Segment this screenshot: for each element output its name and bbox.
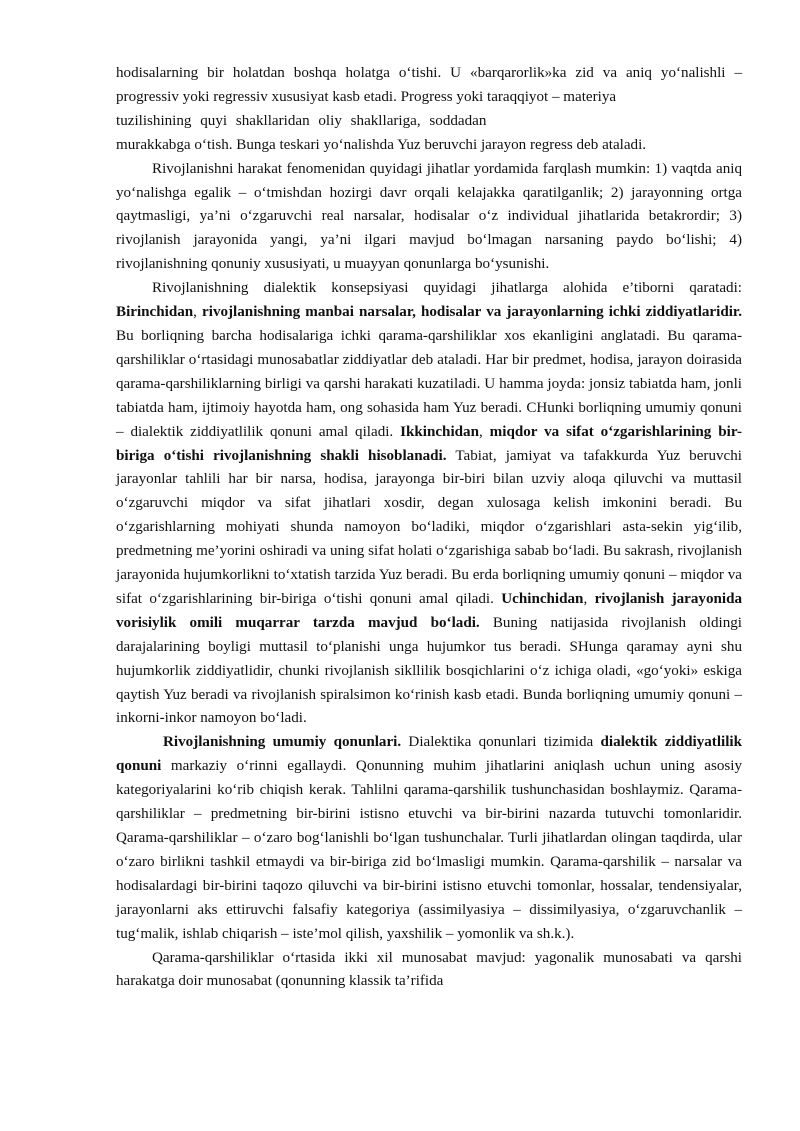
paragraph-4-text: markaziy o‘rinni egallaydi. Qonunning muhim jihatlarini aniqlash uchun uning asosiy kategoriyalarini ko‘rib chiqish kerak. Tahlilni qarama-qarshilik tushunchasidan boshlaymiz. Qarama-qarshiliklar – predmetning bir-birini istisno etuvchi va bir-birini nazarda tutuvchi tomonlaridir. Qarama-qarshiliklar – o‘zaro bog‘lanishli bo‘lgan tushunchalar. Turli jihatlardan olingan taqdirda, ular o‘zaro birlikni tashkil etmaydi va bir-biriga zid bo‘lmasligi mumkin. Qarama-qarshilik – narsalar va hodisalardagi bir-birini taqozo qiluvchi va bir-birini istisno etuvchi tomonlar, hossalar, tendensiyalar, jarayonlarni aks ettiruvchi falsafiy kategoriya (assimilyasiya – dissimilyasiya, o‘zgaruvchanlik – tug‘malik, ishlab chiqarish – iste’mol qilish, yaxshilik – yomonlik va sh.k.). — [116, 758, 742, 942]
paragraph-3-text: , — [583, 590, 595, 607]
paragraph-3-text: Rivojlanishning dialektik konsepsiyasi quyidagi jihatlarga alohida e’tiborni qaratadi: — [152, 280, 742, 297]
paragraph-3 — [116, 277, 742, 731]
paragraph-3-bold-quantity-quality: miqdor va sifat o‘zgarishlarining bir-biriga o‘tishi rivojlanishning shakli hisoblanadi. — [116, 423, 743, 464]
paragraph-3-text: Bu borliqning barcha hodisalariga ichki qarama-qarshiliklar xos ekanligini anglatadi. Bu qarama-qarshiliklar o‘rtasidagi munosabatlar ziddiyatlar deb ataladi. Har bir predmet, hodisa, jarayon doirasida qarama-qarshiliklarning birligi va qarshi harakati kuzatiladi. U hamma joyda: jonsiz tabiatda ham, jonli tabiatda ham, ijtimoiy hayotda ham, ong sohasida ham Yuz beradi. CHunki borliqning umumiy qonuni – dialektik ziddiyatlilik qonuni amal qiladi. — [116, 327, 742, 440]
paragraph-4-text: Dialektika qonunlari tizimida — [401, 734, 601, 751]
paragraph-2: Rivojlanishni harakat fenomenidan quyidagi jihatlar yordamida farqlash mumkin: 1) vaqtda aniq yo‘nalishga egalik – o‘tmishdan hozirgi davr orqali kelajakka qaratilganlik; 2) jarayonning ortga qaytmasligi, ya’ni o‘zgaruvchi real narsalar, hodisalar o‘z individual jihatlarida betakrordir; 3) rivojlanish jarayonida yangi, ya’ni ilgari mavjud bo‘lmagan narsaning paydo bo‘lishi; 4) rivojlanishning qonuniy xususiyati, u muayyan qonunlarga bo‘ysunishi. — [116, 160, 742, 273]
paragraph-3-text: Tabiat, jamiyat va tafakkurda Yuz beruvchi jarayonlar tahlili har bir narsa, hodisa, jarayonga bir-biri bilan uzviy aloqa qiluvchi va muttasil o‘zgaruvchi miqdor va sifat jihatlari xosdir, degan xulosaga kelish imkonini beradi. Bu o‘zgarishlarning mohiyati shunda namoyon bo‘ladiki, miqdor o‘zgarishlari asta-sekin yig‘ilib, predmetning me’yorini oshiradi va uning sifat holati o‘zgarishiga sabab bo‘ladi. Bu sakrash, rivojlanish jarayonida hujumkorlikni to‘xtatish tarzida Yuz beradi. Bu erda borliqning umumiy qonuni – miqdor va sifat o‘zgarishlarining bir-biriga o‘tishi qonuni amal qiladi. — [116, 447, 742, 607]
paragraph-3-bold-source: rivojlanishning manbai narsalar, hodisalar va jarayonlarning ichki ziddiyatlaridir. — [202, 304, 743, 321]
paragraph-3-text: , — [478, 423, 490, 440]
paragraph-1-part-1: hodisalarning bir holatdan boshqa holatga o‘tishi. U «barqarorlik»ka zid va aniq yo‘nalishli – progressiv yoki regressiv xususiyat kasb etadi. Progress yoki taraqqiyot – materiya — [116, 65, 742, 105]
paragraph-3-bold-third: Uchinchidan — [501, 590, 584, 607]
paragraph-4-bold-law: dialektik ziddiyatlilik qonuni — [116, 734, 742, 775]
paragraph-3-text: , — [193, 304, 203, 321]
document-page — [116, 62, 742, 994]
paragraph-1-part-2: tuzilishining quyi shakllaridan oliy shakllariga, soddadan — [116, 112, 487, 129]
paragraph-5: Qarama-qarshiliklar o‘rtasida ikki xil munosabat mavjud: yagonalik munosabati va qarshi harakatga doir munosabat (qonunning klassik ta’rifida — [116, 949, 742, 990]
paragraph-1-part-3: murakkabga o‘tish. Bunga teskari yo‘nalishda Yuz beruvchi jarayon regress deb ataladi. — [116, 136, 647, 153]
paragraph-3-text: Buning natijasida rivojlanish oldingi darajalarining boyligi muttasil to‘planishi unga hujumkor tus beradi. SHunga qaramay ayni shu hujumkorlik ziddiyatlidir, chunki rivojlanish sikllilik bosqichlarini o‘z ichiga oladi, «go‘yoki» eskiga qaytish Yuz beradi va rivojlanish spiralsimon ko‘rinish kasb etadi. Bunda borliqning umumiy qonuni – inkorni-inkor namoyon bo‘ladi. — [116, 614, 742, 727]
section-heading-general-laws: Rivojlanishning umumiy qonunlari. — [163, 734, 402, 751]
paragraph-3-bold-first: Birinchidan — [116, 304, 194, 321]
paragraph-4 — [116, 731, 742, 946]
paragraph-3-bold-succession: rivojlanish jarayonida vorisiylik omili muqarrar tarzda mavjud bo‘ladi. — [116, 590, 743, 631]
paragraph-3-bold-second: Ikkinchidan — [400, 423, 479, 440]
